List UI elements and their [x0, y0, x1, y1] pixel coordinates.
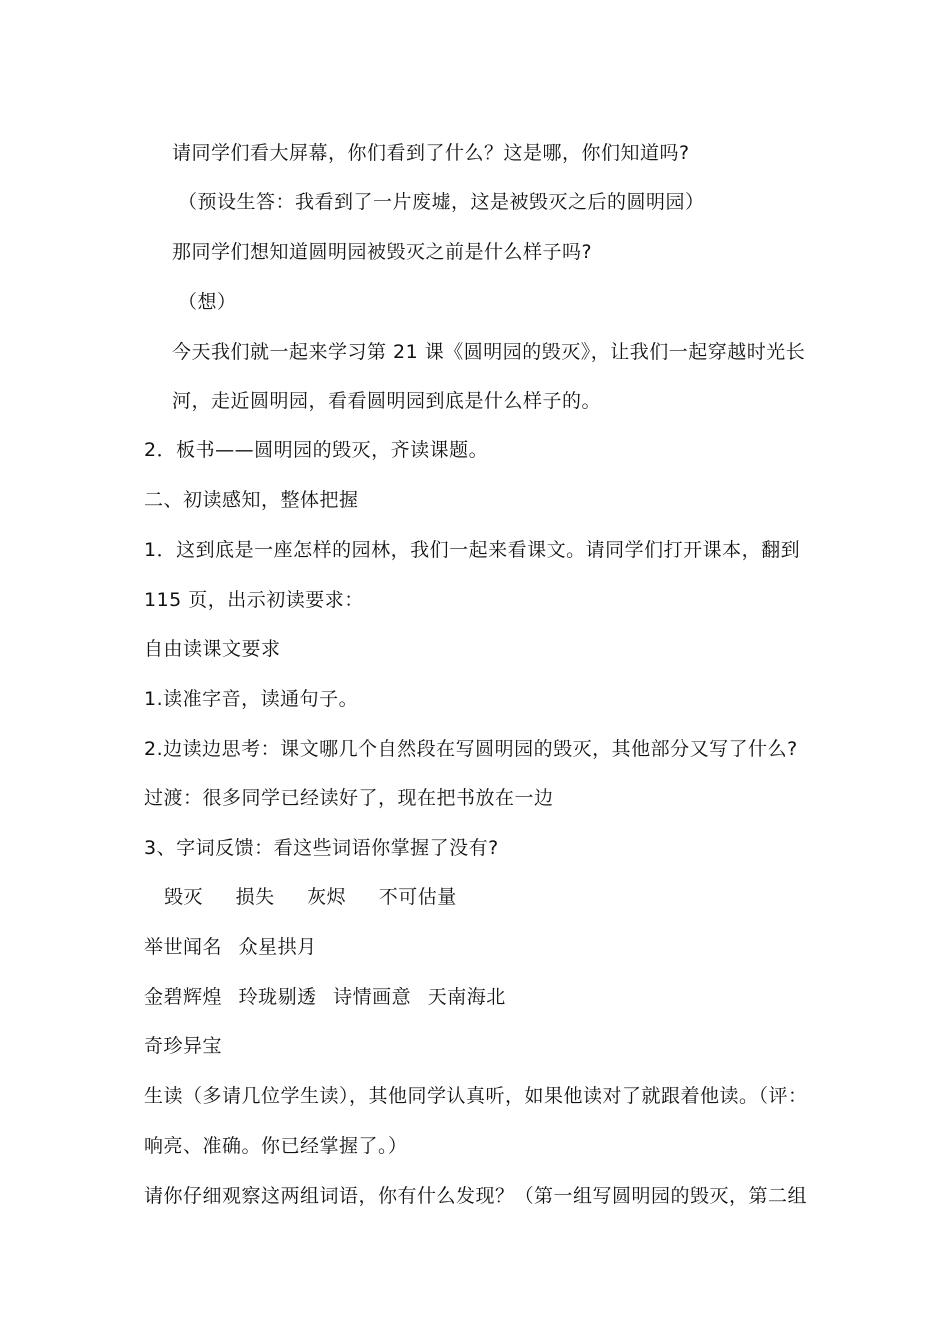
vocab-word: 灰烬 [307, 886, 347, 908]
vocab-row [144, 935, 327, 959]
paragraph-line: 3、字词反馈：看这些词语你掌握了没有? [144, 837, 499, 859]
vocab-word: 损失 [235, 886, 275, 908]
vocab-word: 众星拱月 [238, 936, 317, 958]
vocab-word: 天南海北 [427, 986, 506, 1008]
paragraph-line: 生读（多请几位学生读），其他同学认真听，如果他读对了就跟着他读。（评： [144, 1085, 808, 1107]
paragraph-line: 河，走近圆明园，看看圆明园到底是什么样子的。 [172, 390, 602, 412]
vocab-word: 举世闻名 [144, 936, 223, 958]
vocab-row [144, 1034, 222, 1058]
paragraph-line: （预设生答：我看到了一片废墟，这是被毁灭之后的圆明园） [178, 191, 705, 213]
paragraph-line: 请同学们看大屏幕，你们看到了什么？这是哪，你们知道吗? [172, 142, 690, 164]
paragraph-line: 2.边读边思考：课文哪几个自然段在写圆明园的毁灭，其他部分又写了什么? [144, 738, 798, 760]
paragraph-line: 2．板书——圆明园的毁灭，齐读课题。 [144, 439, 489, 461]
paragraph-line: 请你仔细观察这两组词语，你有什么发现？（第一组写圆明园的毁灭，第二组 [144, 1185, 808, 1207]
vocab-word: 毁灭 [164, 886, 204, 908]
paragraph-line: 那同学们想知道圆明园被毁灭之前是什么样子吗? [172, 241, 593, 263]
paragraph-line: 响亮、准确。你已经掌握了。） [144, 1135, 408, 1157]
vocab-row [144, 985, 516, 1009]
paragraph-line: （想） [178, 291, 237, 313]
paragraph-line: 今天我们就一起来学习第 21 课《圆明园的毁灭》，让我们一起穿越时光长 [172, 341, 806, 363]
paragraph-line: 1．这到底是一座怎样的园林，我们一起来看课文。请同学们打开课本，翻到 [144, 539, 801, 561]
paragraph-line: 自由读课文要求 [144, 638, 281, 660]
vocab-word: 不可估量 [378, 886, 457, 908]
paragraph-line: 1.读准字音，读通句子。 [144, 688, 359, 710]
paragraph-line: 过渡：很多同学已经读好了，现在把书放在一边 [144, 787, 554, 809]
section-heading: 二、初读感知，整体把握 [144, 489, 359, 511]
paragraph-line: 115 页，出示初读要求： [144, 589, 364, 611]
vocab-word: 金碧辉煌 [144, 986, 223, 1008]
vocab-row [164, 885, 483, 909]
vocab-word: 诗情画意 [333, 986, 412, 1008]
vocab-word: 玲珑剔透 [238, 986, 317, 1008]
vocab-word: 奇珍异宝 [144, 1035, 223, 1057]
